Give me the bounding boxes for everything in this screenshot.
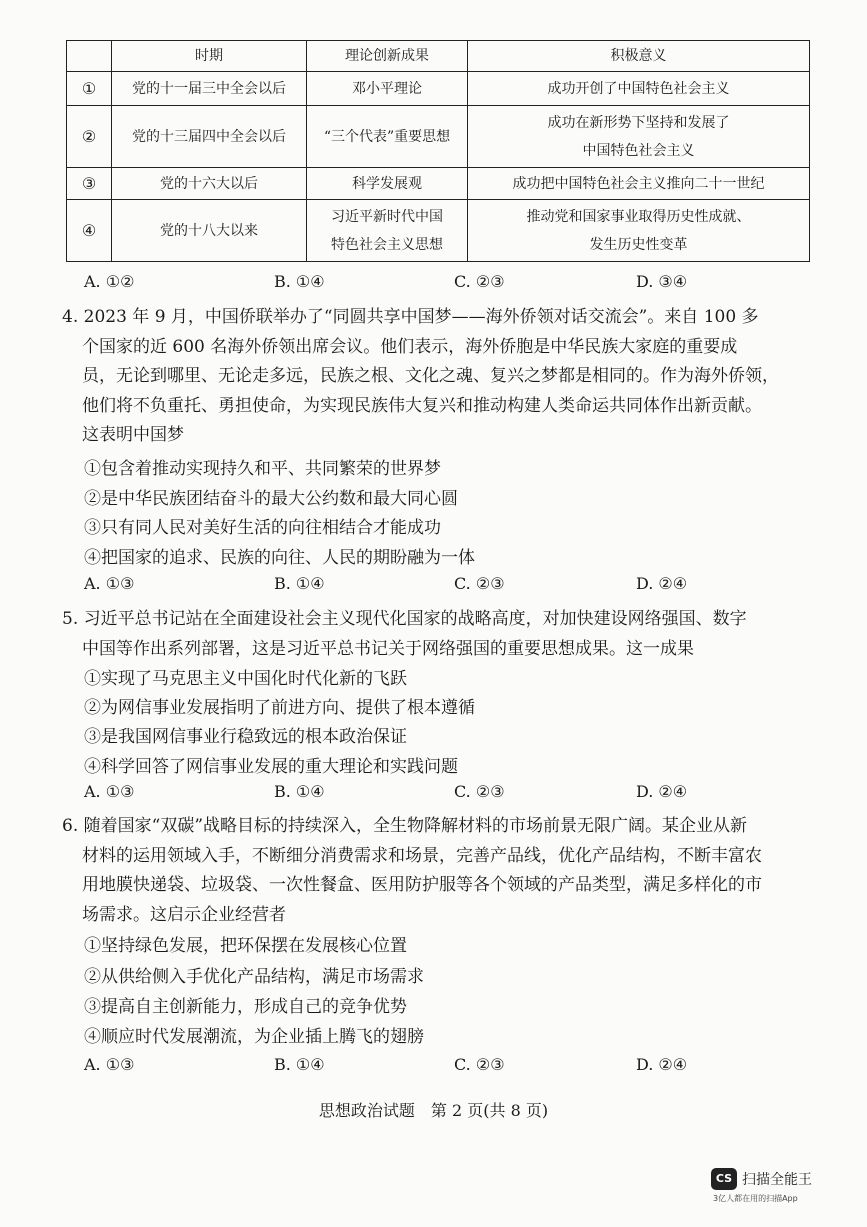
period-cell: 党的十八大以来 (112, 200, 307, 262)
meaning-cell (468, 106, 810, 168)
question-6-stem (62, 812, 802, 930)
q5-item-4: ④科学回答了网信事业发展的重大理论和实践问题 (84, 757, 458, 777)
row-number: ② (67, 106, 112, 168)
page-footer: 思想政治试题 第 2 页(共 8 页) (318, 1101, 549, 1120)
option-c: C. ②③ (454, 782, 505, 801)
option-a: A. ①③ (84, 782, 135, 801)
option-a: A. ①③ (84, 1055, 135, 1074)
q6-item-2: ②从供给侧入手优化产品结构，满足市场需求 (84, 967, 424, 987)
meaning-cell: 成功开创了中国特色社会主义 (468, 72, 810, 106)
option-c: C. ②③ (454, 574, 505, 593)
option-d: D. ③④ (636, 272, 688, 291)
stem-line: 员，无论到哪里、无论走多远，民族之根、文化之魂、复兴之梦都是相同的。作为海外侨领， (82, 366, 779, 386)
option-d: D. ②④ (636, 782, 688, 801)
meaning-cell (468, 200, 810, 262)
option-b: B. ①④ (274, 272, 325, 291)
table-header-cell: 积极意义 (468, 41, 810, 72)
period-cell: 党的十一届三中全会以后 (112, 72, 307, 106)
stem-line: 中国等作出系列部署，这是习近平总书记关于网络强国的重要思想成果。这一成果 (82, 638, 694, 659)
stem-line: 6. 随着国家“双碳”战略目标的持续深入，全生物降解材料的市场前景无限广阔。某企业从新 (62, 816, 748, 836)
row-number: ④ (67, 200, 112, 262)
q5-item-2: ②为网信事业发展指明了前进方向、提供了根本遵循 (84, 698, 475, 718)
table-header-row (67, 41, 810, 72)
meaning-cell: 成功把中国特色社会主义推向二十一世纪 (468, 168, 810, 200)
q6-item-1: ①坚持绿色发展，把环保摆在发展核心位置 (84, 936, 407, 956)
q6-options (84, 1055, 724, 1083)
stem-line: 场需求。这启示企业经营者 (82, 904, 286, 925)
q5-options (84, 782, 724, 810)
q5-item-1: ①实现了马克思主义中国化时代化新的飞跃 (84, 669, 407, 689)
meaning-line: 成功在新形势下坚持和发展了 (547, 114, 730, 131)
scanner-watermark (711, 1165, 831, 1209)
stem-line: 用地膜快递袋、垃圾袋、一次性餐盒、医用防护服等各个领域的产品类型，满足多样化的市 (82, 875, 762, 895)
q6-item-3: ③提高自主创新能力，形成自己的竞争优势 (84, 997, 407, 1017)
theory-cell (307, 200, 468, 262)
option-a: A. ①② (84, 272, 135, 291)
table-row (67, 72, 810, 106)
q4-item-4: ④把国家的追求、民族的向往、人民的期盼融为一体 (84, 548, 475, 568)
scanner-brand: 扫描全能王 (742, 1172, 812, 1188)
option-b: B. ①④ (274, 782, 325, 801)
theory-cell: 科学发展观 (307, 168, 468, 200)
q6-item-4: ④顺应时代发展潮流，为企业插上腾飞的翅膀 (84, 1027, 424, 1047)
question-4-stem (62, 303, 802, 451)
meaning-line: 发生历史性变革 (589, 236, 688, 253)
q4-options (84, 574, 724, 602)
meaning-line: 中国特色社会主义 (582, 142, 695, 159)
option-a: A. ①③ (84, 574, 135, 593)
option-c: C. ②③ (454, 1055, 505, 1074)
option-d: D. ②④ (636, 574, 688, 593)
row-number: ③ (67, 168, 112, 200)
table-row (67, 200, 810, 262)
theory-line: 特色社会主义思想 (331, 236, 443, 253)
table-row (67, 168, 810, 200)
table-header-cell (67, 41, 112, 72)
table-header-cell: 理论创新成果 (307, 41, 468, 72)
meaning-line: 推动党和国家事业取得历史性成就、 (526, 208, 751, 225)
table-header-cell: 时期 (112, 41, 307, 72)
scanner-tagline: 3亿人都在用的扫描App (713, 1194, 798, 1203)
stem-line: 这表明中国梦 (82, 425, 184, 445)
camscanner-logo-icon: CS (711, 1168, 737, 1190)
option-d: D. ②④ (636, 1055, 688, 1074)
q4-item-3: ③只有同人民对美好生活的向往相结合才能成功 (84, 518, 441, 538)
theory-cell: “三个代表”重要思想 (307, 106, 468, 168)
theory-cell: 邓小平理论 (307, 72, 468, 106)
theory-table (66, 40, 810, 262)
theory-line: 习近平新时代中国 (331, 208, 443, 225)
option-b: B. ①④ (274, 574, 325, 593)
question-5-stem (62, 605, 802, 664)
stem-line: 个国家的近 600 名海外侨领出席会议。他们表示，海外侨胞是中华民族大家庭的重要成 (82, 336, 738, 357)
stem-line: 他们将不负重托、勇担使命，为实现民族伟大复兴和推动构建人类命运共同体作出新贡献。 (82, 395, 762, 416)
row-number: ① (67, 72, 112, 106)
period-cell: 党的十六大以后 (112, 168, 307, 200)
q5-item-3: ③是我国网信事业行稳致远的根本政治保证 (84, 727, 407, 747)
q4-item-2: ②是中华民族团结奋斗的最大公约数和最大同心圆 (84, 489, 458, 509)
stem-line: 材料的运用领域入手，不断细分消费需求和场景，完善产品线，优化产品结构，不断丰富农 (82, 845, 762, 866)
q4-item-1: ①包含着推动实现持久和平、共同繁荣的世界梦 (84, 459, 441, 479)
stem-line: 5. 习近平总书记站在全面建设社会主义现代化国家的战略高度，对加快建设网络强国、数字 (62, 609, 747, 629)
period-cell: 党的十三届四中全会以后 (112, 106, 307, 168)
option-b: B. ①④ (274, 1055, 325, 1074)
stem-line: 4. 2023 年 9 月，中国侨联举办了“同圆共享中国梦——海外侨领对话交流会”。来自 100 多 (62, 307, 759, 327)
table-row (67, 106, 810, 168)
option-c: C. ②③ (454, 272, 505, 291)
q3-options (84, 272, 724, 300)
